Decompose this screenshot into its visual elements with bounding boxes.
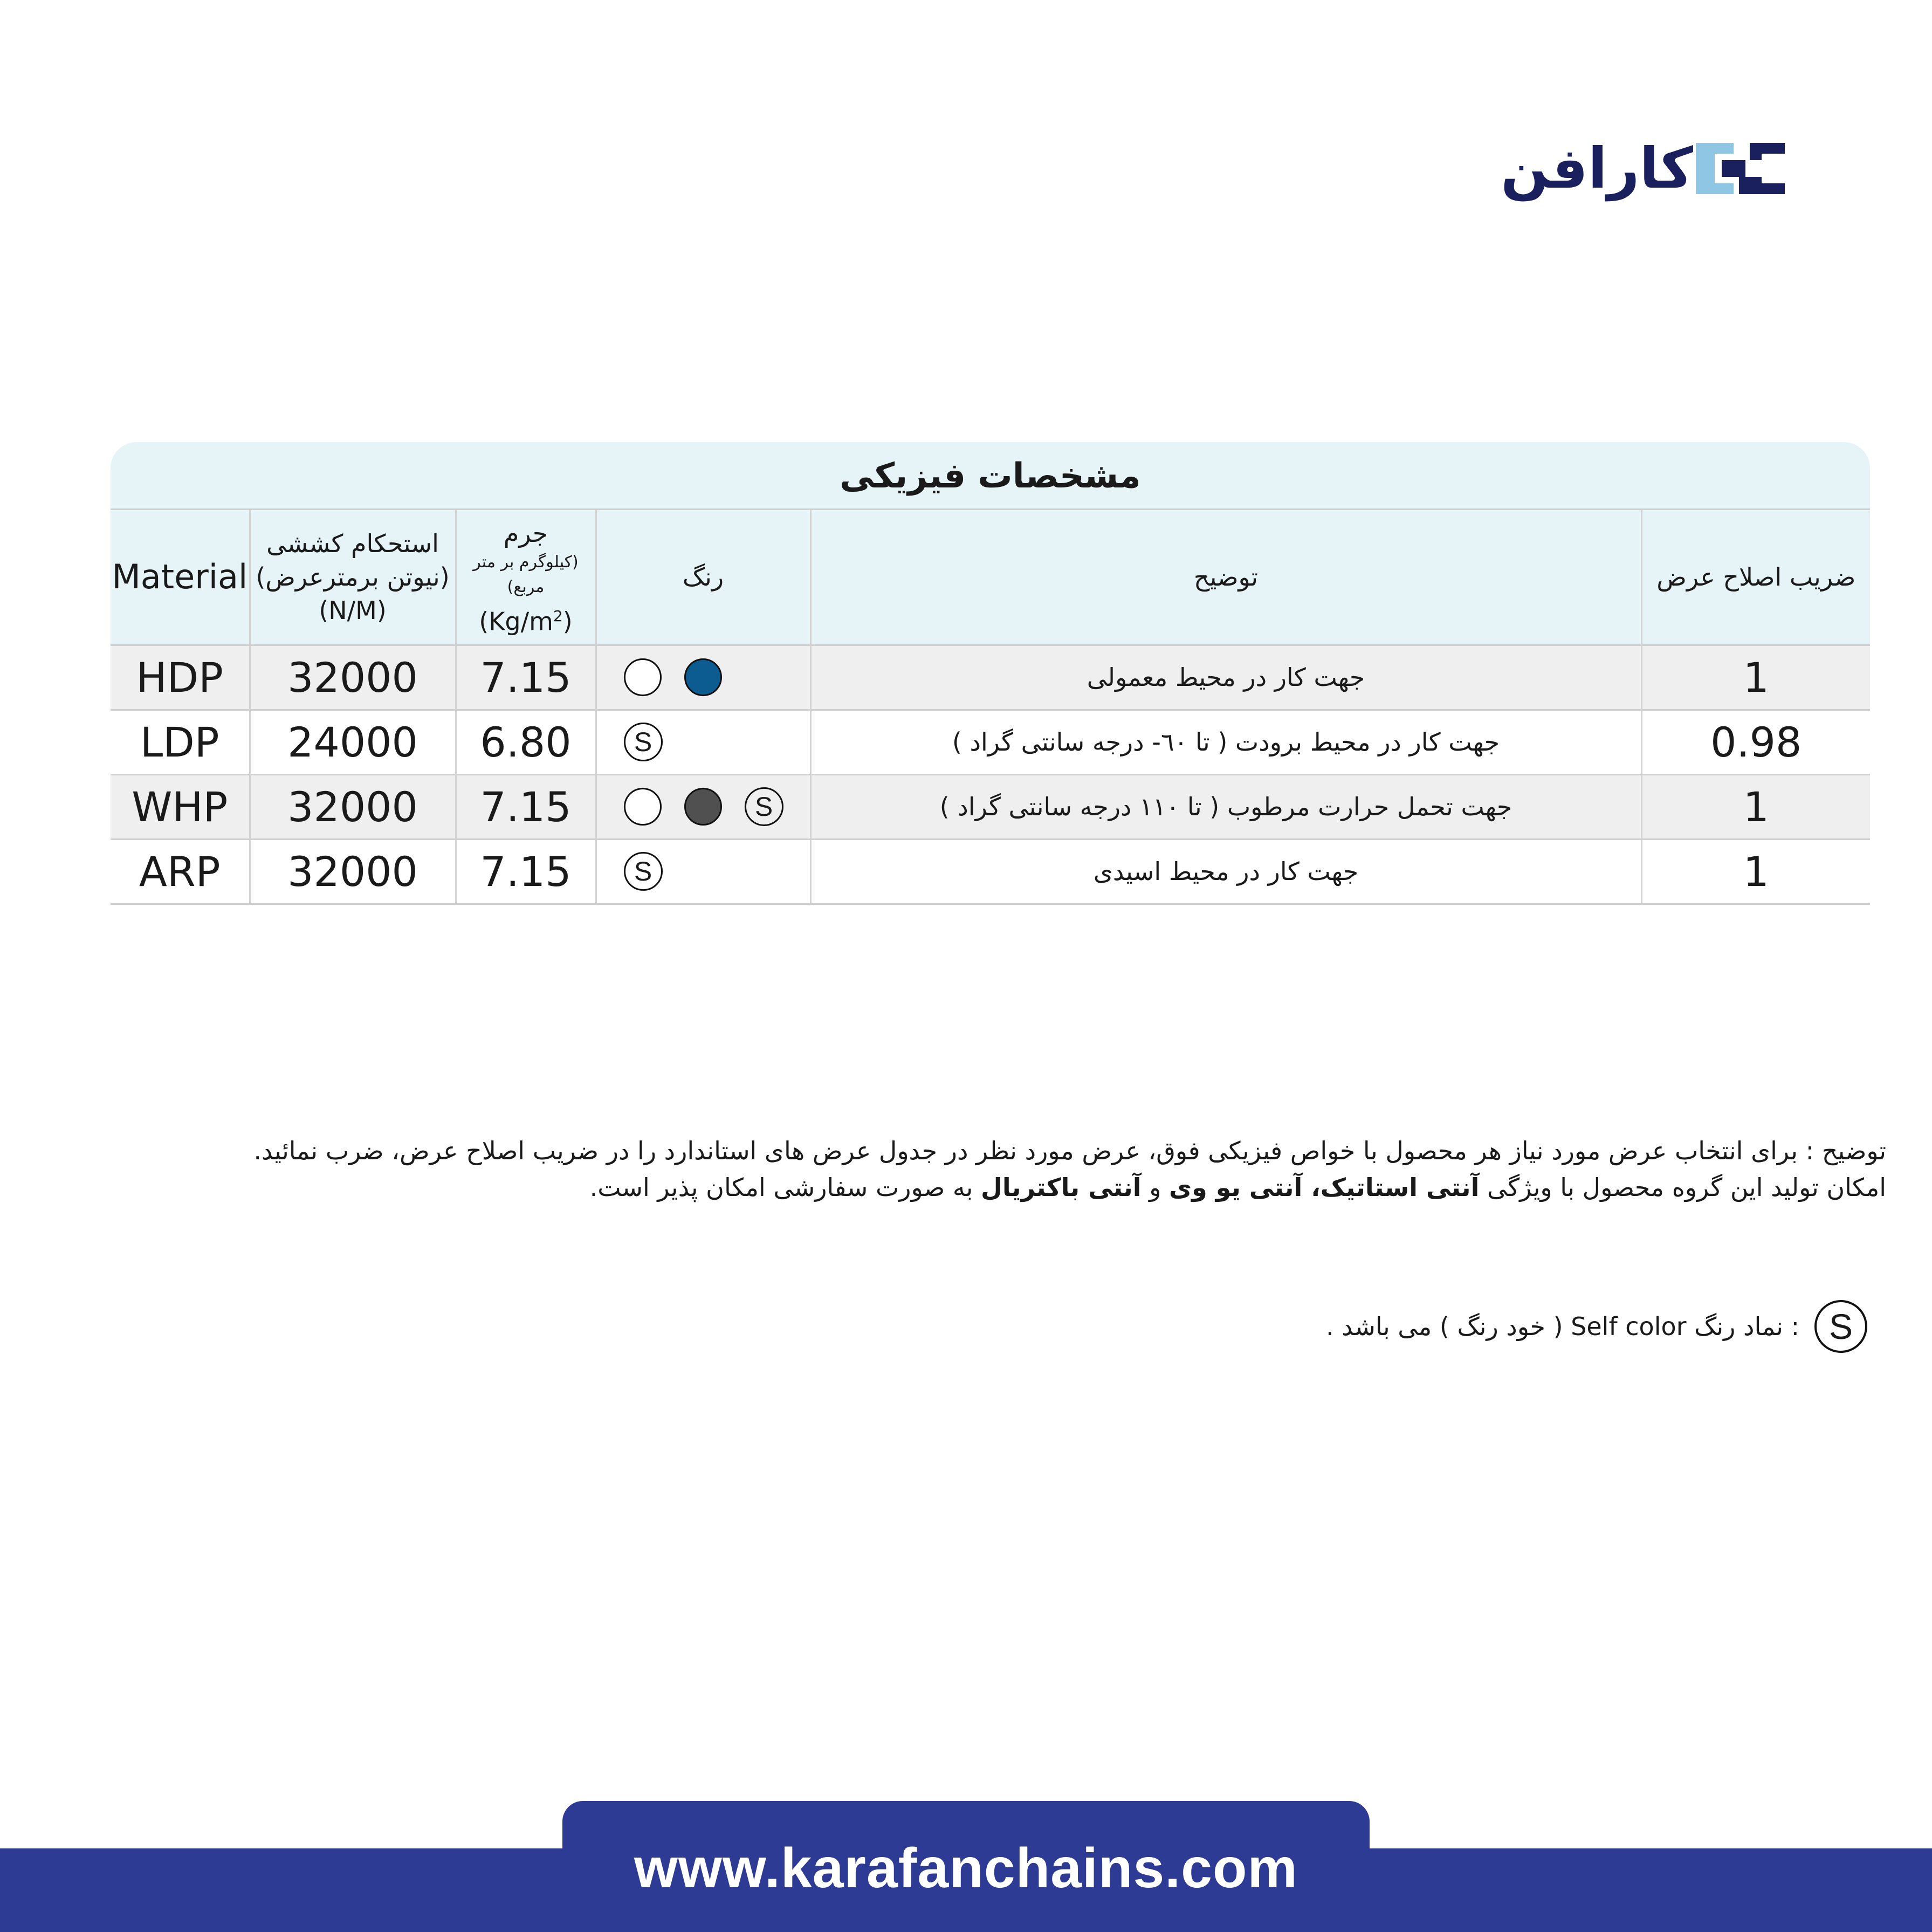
physical-specs-table bbox=[111, 442, 1870, 905]
cell-factor: 1 bbox=[1641, 774, 1870, 839]
cell-tensile: 32000 bbox=[250, 645, 456, 710]
header-tensile-line1: استحکام کششی bbox=[266, 529, 439, 559]
self-color-icon: S bbox=[745, 787, 783, 826]
cell-factor: 0.98 bbox=[1710, 718, 1802, 766]
cell-factor: 1 bbox=[1743, 847, 1769, 896]
header-tensile-unit: (N/M) bbox=[319, 596, 387, 625]
note-line-1: توضیح : برای انتخاب عرض مورد نیاز هر محصول با خواص فیزیکی فوق، عرض مورد نظر در جدول عرض های استاندارد را در ضریب اصلاح عرض، ضرب نمائید. bbox=[253, 1136, 1886, 1165]
cell-tensile: 32000 bbox=[250, 774, 456, 839]
self-color-icon: S bbox=[624, 723, 663, 761]
header-tensile-line2: (نیوتن برمترعرض) bbox=[256, 562, 450, 592]
note-line-2: امکان تولید این گروه محصول با ویژگی آنتی استاتیک، آنتی یو وی و آنتی باکتریال به صورت سفارشی امکان پذیر است. bbox=[589, 1173, 1886, 1202]
cell-color bbox=[596, 710, 810, 774]
cell-tensile: 24000 bbox=[250, 710, 456, 774]
self-color-legend bbox=[1326, 1297, 1867, 1356]
cell-tensile: 32000 bbox=[250, 839, 456, 904]
table-title: مشخصات فیزیکی bbox=[111, 442, 1870, 510]
header-mass-unit: $(Kg/m^2)$ bbox=[479, 606, 573, 636]
header-mass-line1: جرم bbox=[503, 518, 548, 548]
cell-color bbox=[596, 774, 810, 839]
white-color-swatch bbox=[624, 658, 662, 696]
cell-mass: 7.15 bbox=[456, 774, 596, 839]
cell-factor: 1 bbox=[1641, 645, 1870, 710]
cell-description: جهت تحمل حرارت مرطوب ( تا ١١٠ درجه سانتی گراد ) bbox=[810, 774, 1641, 839]
gray-color-swatch bbox=[684, 788, 722, 826]
self-color-icon: S bbox=[1814, 1300, 1867, 1353]
header-material: Material bbox=[111, 510, 250, 645]
brand-logo bbox=[1467, 137, 1785, 200]
table-body bbox=[111, 645, 1870, 904]
self-color-icon: S bbox=[624, 852, 663, 891]
header-color: رنگ bbox=[596, 510, 810, 645]
blue-color-swatch bbox=[684, 658, 722, 696]
cell-mass: 7.15 bbox=[456, 645, 596, 710]
cell-material: WHP bbox=[111, 774, 250, 839]
brand-name: کارافن bbox=[1501, 135, 1693, 201]
cell-material: LDP bbox=[111, 710, 250, 774]
white-color-swatch bbox=[624, 788, 662, 826]
header-factor: ضریب اصلاح عرض bbox=[1641, 510, 1870, 645]
cell-description: جهت کار در محیط معمولی bbox=[810, 645, 1641, 710]
brand-mark-icon bbox=[1696, 143, 1785, 194]
cell-material: ARP bbox=[111, 839, 250, 904]
cell-color bbox=[596, 839, 810, 904]
header-mass-line2: (کیلوگرم بر متر مربع) bbox=[473, 552, 579, 596]
cell-material: HDP bbox=[111, 645, 250, 710]
website-link[interactable]: www.karafanchains.com bbox=[634, 1837, 1298, 1900]
legend-text: : نماد رنگ Self color ( خود رنگ ) می باشد . bbox=[1325, 1312, 1799, 1341]
header-tensile bbox=[250, 510, 456, 645]
table-row bbox=[111, 645, 1870, 710]
cell-mass: 6.80 bbox=[456, 710, 596, 774]
cell-color bbox=[596, 645, 810, 710]
header-description: توضیح bbox=[810, 510, 1641, 645]
table-row bbox=[111, 710, 1870, 774]
cell-mass: 7.15 bbox=[456, 839, 596, 904]
note-paragraph bbox=[96, 1132, 1886, 1206]
header-mass bbox=[456, 510, 596, 645]
table-row bbox=[111, 774, 1870, 839]
cell-description: جهت کار در محیط برودت ( تا ٦٠- درجه سانتی گراد ) bbox=[810, 710, 1641, 774]
cell-description: جهت کار در محیط اسیدی bbox=[810, 839, 1641, 904]
table-row bbox=[111, 839, 1870, 904]
